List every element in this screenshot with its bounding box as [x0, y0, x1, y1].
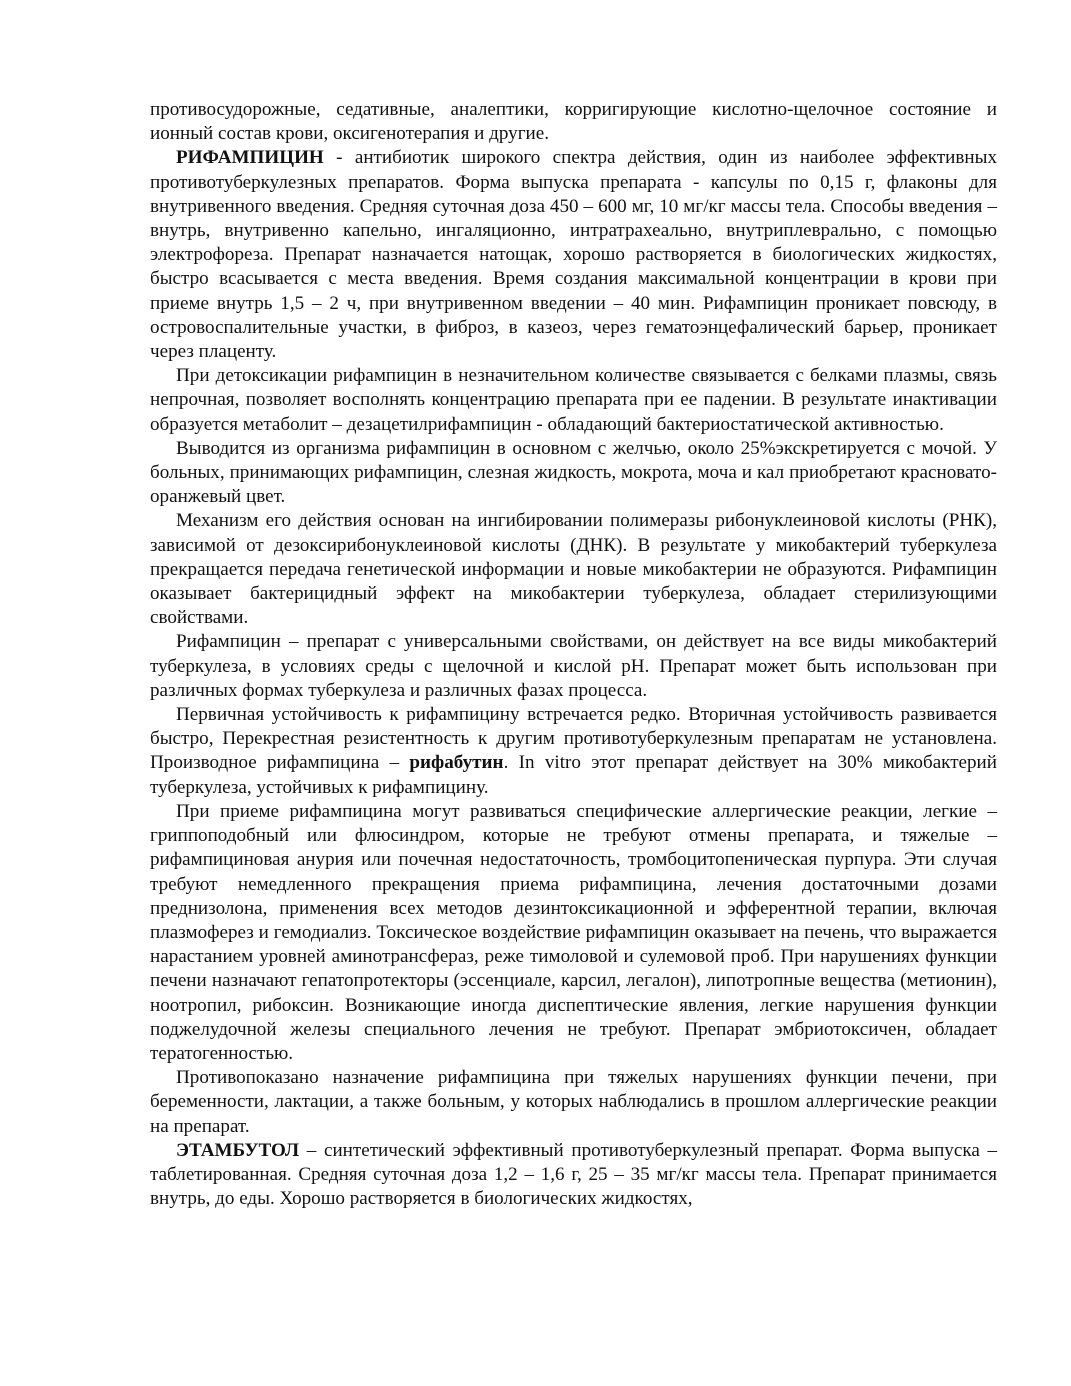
paragraph-detoxication: [150, 364, 997, 437]
text-run: Рифампицин – препарат с универсальными свойствами, он действует на все виды микобактерий туберкулеза, в условиях среды с щелочной и кислой pH. Препарат может быть использован при различных формах туберкулеза и различных фазах процесса.: [150, 631, 997, 701]
document-page: [150, 98, 997, 1211]
paragraph-ethambutol: [150, 1139, 997, 1212]
text-run: Механизм его действия основан на ингибировании полимеразы рибонуклеиновой кислоты (РНК), зависимой от дезоксирибонуклеиновой кислоты (ДНК). В результате у микобактерий туберкулеза прекращается передача генетической информации и новые микобактерии не образуются. Рифампицин оказывает бактерицидный эффект на микобактерии туберкулеза, обладает стерилизующими свойствами.: [150, 510, 997, 629]
paragraph-excretion: [150, 437, 997, 510]
text-run: Первичная устойчивость к рифампицину встречается редко. Вторичная устойчивость развивается быстро, Перекрестная резистентность к другим противотуберкулезным препаратам не установлена. Производное рифампицина –: [150, 704, 997, 774]
bold-term: РИФАМПИЦИН: [176, 147, 324, 169]
bold-term: рифабутин: [409, 752, 504, 774]
bold-term: ЭТАМБУТОЛ: [176, 1139, 300, 1161]
text-run: – синтетический эффективный противотуберкулезный препарат. Форма выпуска – таблетированная. Средняя суточная доза 1,2 – 1,6 г, 25 – 35 мг/кг массы тела. Препарат принимается внутрь, до еды. Хорошо растворяется в биологических жидкостях,: [150, 1139, 997, 1210]
text-run: Противопоказано назначение рифампицина при тяжелых нарушениях функции печени, при беременности, лактации, а также больным, у которых наблюдались в прошлом аллергические реакции на препарат.: [150, 1067, 997, 1137]
paragraph-universal-properties: [150, 630, 997, 703]
text-run: При приеме рифампицина могут развиваться специфические аллергические реакции, легкие – гриппоподобный или флюсиндром, которые не требуют отмены препарата, и тяжелые – рифампициновая анурия или почечная недостаточность, тромбоцитопеническая пурпура. Эти случая требуют немедленного прекращения приема рифампицина, лечения достаточными дозами преднизолона, применения всех методов дезинтоксикационной и эфферентной терапии, включая плазмоферез и гемодиализ. Токсическое воздействие рифампицин оказывает на печень, что выражается нарастанием уровней аминотрансфераз, реже тимоловой и сулемовой проб. При нарушениях функции печени назначают гепатопротекторы (эссенциале, карсил, легалон), липотропные вещества (метионин), ноотропил, рибоксин. Возникающие иногда диспептические явления, легкие нарушения функции поджелудочной железы специального лечения не требуют. Препарат эмбриотоксичен, обладает тератогенностью.: [150, 800, 997, 1064]
paragraph-side-effects: [150, 800, 997, 1066]
text-run: Выводится из организма рифампицин в основном с желчью, около 25%экскретируется с мочой. У больных, принимающих рифампицин, слезная жидкость, мокрота, моча и кал приобретают красновато-оранжевый цвет.: [150, 437, 997, 508]
paragraph-mechanism: [150, 509, 997, 630]
text-run: - антибиотик широкого спектра действия, один из наиболее эффективных противотуберкулезных препаратов. Форма выпуска препарата - капсулы по 0,15 г, флаконы для внутривенного введения. Средняя суточная доза 450 – 600 мг, 10 мг/кг массы тела. Способы введения – внутрь, внутривенно капельно, ингаляционно, интратрахеально, внутриплеврально, с помощью электрофореза. Препарат назначается натощак, хорошо растворяется в биологических жидкостях, быстро всасывается с места введения. Время создания максимальной концентрации в крови при приеме внутрь 1,5 – 2 ч, при внутривенном введении – 40 мин. Рифампицин проникает повсюду, в островоспалительные участки, в фиброз, в казеоз, через гематоэнцефалический барьер, проникает через плаценту.: [150, 147, 997, 363]
text-run: противосудорожные, седативные, аналептики, корригирующие кислотно-щелочное состояние и ионный состав крови, оксигенотерапия и другие.: [150, 99, 997, 145]
paragraph-intro-continuation: [150, 98, 997, 146]
paragraph-rifampicin-description: [150, 146, 997, 364]
paragraph-contraindications: [150, 1066, 997, 1139]
text-run: . In vitro этот препарат действует на 30% микобактерий туберкулеза, устойчивых к рифампицину.: [150, 752, 997, 798]
paragraph-resistance: [150, 703, 997, 800]
text-run: При детоксикации рифампицин в незначительном количестве связывается с белками плазмы, связь непрочная, позволяет восполнять концентрацию препарата при ее падении. В результате инактивации образуется метаболит – дезацетилрифампицин - обладающий бактериостатической активностью.: [150, 365, 997, 435]
